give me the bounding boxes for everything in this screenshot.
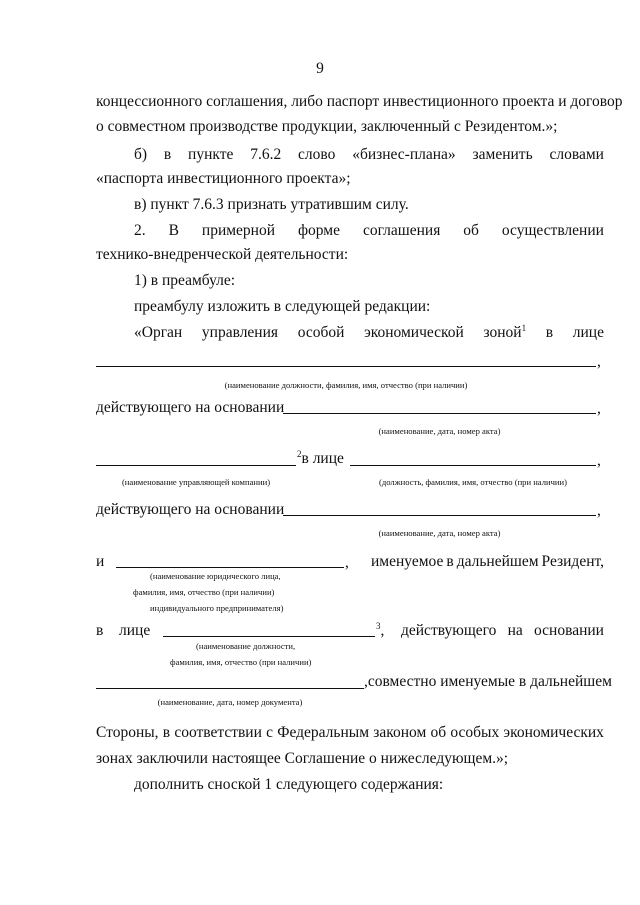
text-line: технико-внедренческой деятельности:	[96, 246, 349, 263]
word: б)	[134, 146, 148, 163]
word: законом	[373, 724, 427, 741]
word: управления	[201, 324, 279, 341]
word: именуемое	[371, 553, 444, 570]
blank-line	[283, 515, 596, 516]
field-caption: (наименование, дата, номер акта)	[378, 528, 501, 538]
word	[483, 324, 526, 342]
field-caption: (должность, фамилия, имя, отчество (при наличии)	[379, 477, 567, 487]
justified-line	[134, 146, 604, 164]
word: «Орган	[134, 324, 183, 341]
field-caption: (наименование юридического лица,	[150, 571, 281, 581]
footnote-ref: 2	[297, 449, 302, 459]
justified-line	[134, 324, 604, 342]
word: слово	[298, 146, 336, 163]
text-line: лице	[119, 622, 151, 639]
word: соответствии	[174, 724, 262, 741]
text-line	[376, 622, 384, 640]
comma: ,	[364, 673, 368, 690]
word: пункте	[188, 146, 234, 163]
jointly-text: совместно именуемые в дальнейшем	[367, 673, 612, 690]
text-line	[297, 450, 344, 468]
field-caption: (наименование должности, фамилия, имя, отчество (при наличии)	[224, 380, 468, 390]
word: Федеральным	[277, 724, 370, 741]
text-line: в	[96, 622, 104, 639]
word: экономической	[364, 324, 464, 341]
word: 2.	[134, 222, 146, 239]
text-line: «паспорта инвестиционного проекта»;	[96, 170, 351, 187]
blank-line	[96, 366, 596, 367]
blank-line	[96, 688, 364, 689]
word: 7.6.2	[250, 146, 282, 163]
comma: ,	[597, 452, 601, 469]
blank-line	[96, 465, 296, 466]
blank-line	[283, 413, 596, 414]
comma: ,	[345, 554, 349, 571]
justified-line	[134, 222, 604, 240]
text-line: зонах заключили настоящее Соглашение о нижеследующем.»;	[96, 750, 509, 767]
word: особой	[297, 324, 345, 341]
field-caption: (наименование должности,	[196, 641, 296, 651]
word: дальнейшем	[456, 553, 539, 570]
word: лице	[572, 324, 604, 341]
word: соглашения	[362, 222, 441, 239]
text-line: концессионного соглашения, либо паспорт инвестиционного проекта и договор	[96, 93, 623, 110]
word: примерной	[201, 222, 276, 239]
field-caption: (наименование, дата, номер акта)	[378, 426, 501, 436]
text-line: 1) в преамбуле:	[134, 272, 236, 289]
justified-line	[96, 724, 604, 742]
text-line: действующего на основании	[96, 399, 285, 416]
word: в	[162, 724, 171, 741]
justified-line	[401, 622, 604, 640]
field-caption: (наименование управляющей компании)	[121, 477, 271, 487]
word: осуществлении	[501, 222, 604, 239]
page-number: 9	[316, 60, 324, 77]
word: об	[430, 724, 447, 741]
in-person-label: в лице	[301, 450, 344, 467]
field-caption: (наименование, дата, номер документа)	[157, 697, 303, 707]
field-caption: фамилия, имя, отчество (при наличии)	[170, 657, 312, 667]
blank-line	[163, 636, 375, 637]
word: словами	[549, 146, 604, 163]
footnote-ref: 1	[521, 323, 527, 333]
field-caption: фамилия, имя, отчество (при наличии)	[133, 587, 275, 597]
word: заменить	[472, 146, 533, 163]
word: с	[266, 724, 274, 741]
footnote-ref: 3	[376, 621, 381, 631]
word: Резидент,	[541, 553, 604, 570]
word: в	[545, 324, 554, 341]
justified-line	[371, 553, 604, 571]
word: Стороны,	[96, 724, 159, 741]
field-caption: индивидуального предпринимателя)	[150, 603, 284, 613]
word: в	[446, 553, 454, 570]
word: «бизнес-плана»	[352, 146, 456, 163]
word: особых	[450, 724, 500, 741]
text-line: о совместном производстве продукции, заключенный с Резидентом.»;	[96, 118, 558, 135]
comma: ,	[597, 502, 601, 519]
word: экономических	[503, 724, 604, 741]
word-text: зоной	[483, 324, 522, 341]
text-line: дополнить сноской 1 следующего содержания:	[134, 776, 444, 793]
blank-line	[116, 567, 344, 568]
word: действующего	[401, 622, 497, 639]
text-line: в) пункт 7.6.3 признать утратившим силу.	[134, 196, 409, 213]
comma: ,	[597, 353, 601, 370]
word: об	[463, 222, 479, 239]
text-line	[364, 673, 612, 691]
comma: ,	[597, 400, 601, 417]
word: форме	[298, 222, 340, 239]
comma: ,	[380, 622, 385, 639]
word: на	[507, 622, 523, 639]
blank-line	[350, 465, 596, 466]
text-line: действующего на основании	[96, 501, 285, 518]
text-line: и	[96, 553, 105, 570]
word: основании	[534, 622, 604, 639]
word: в	[163, 146, 172, 163]
text-line: преамбулу изложить в следующей редакции:	[134, 298, 431, 315]
word: В	[168, 222, 179, 239]
